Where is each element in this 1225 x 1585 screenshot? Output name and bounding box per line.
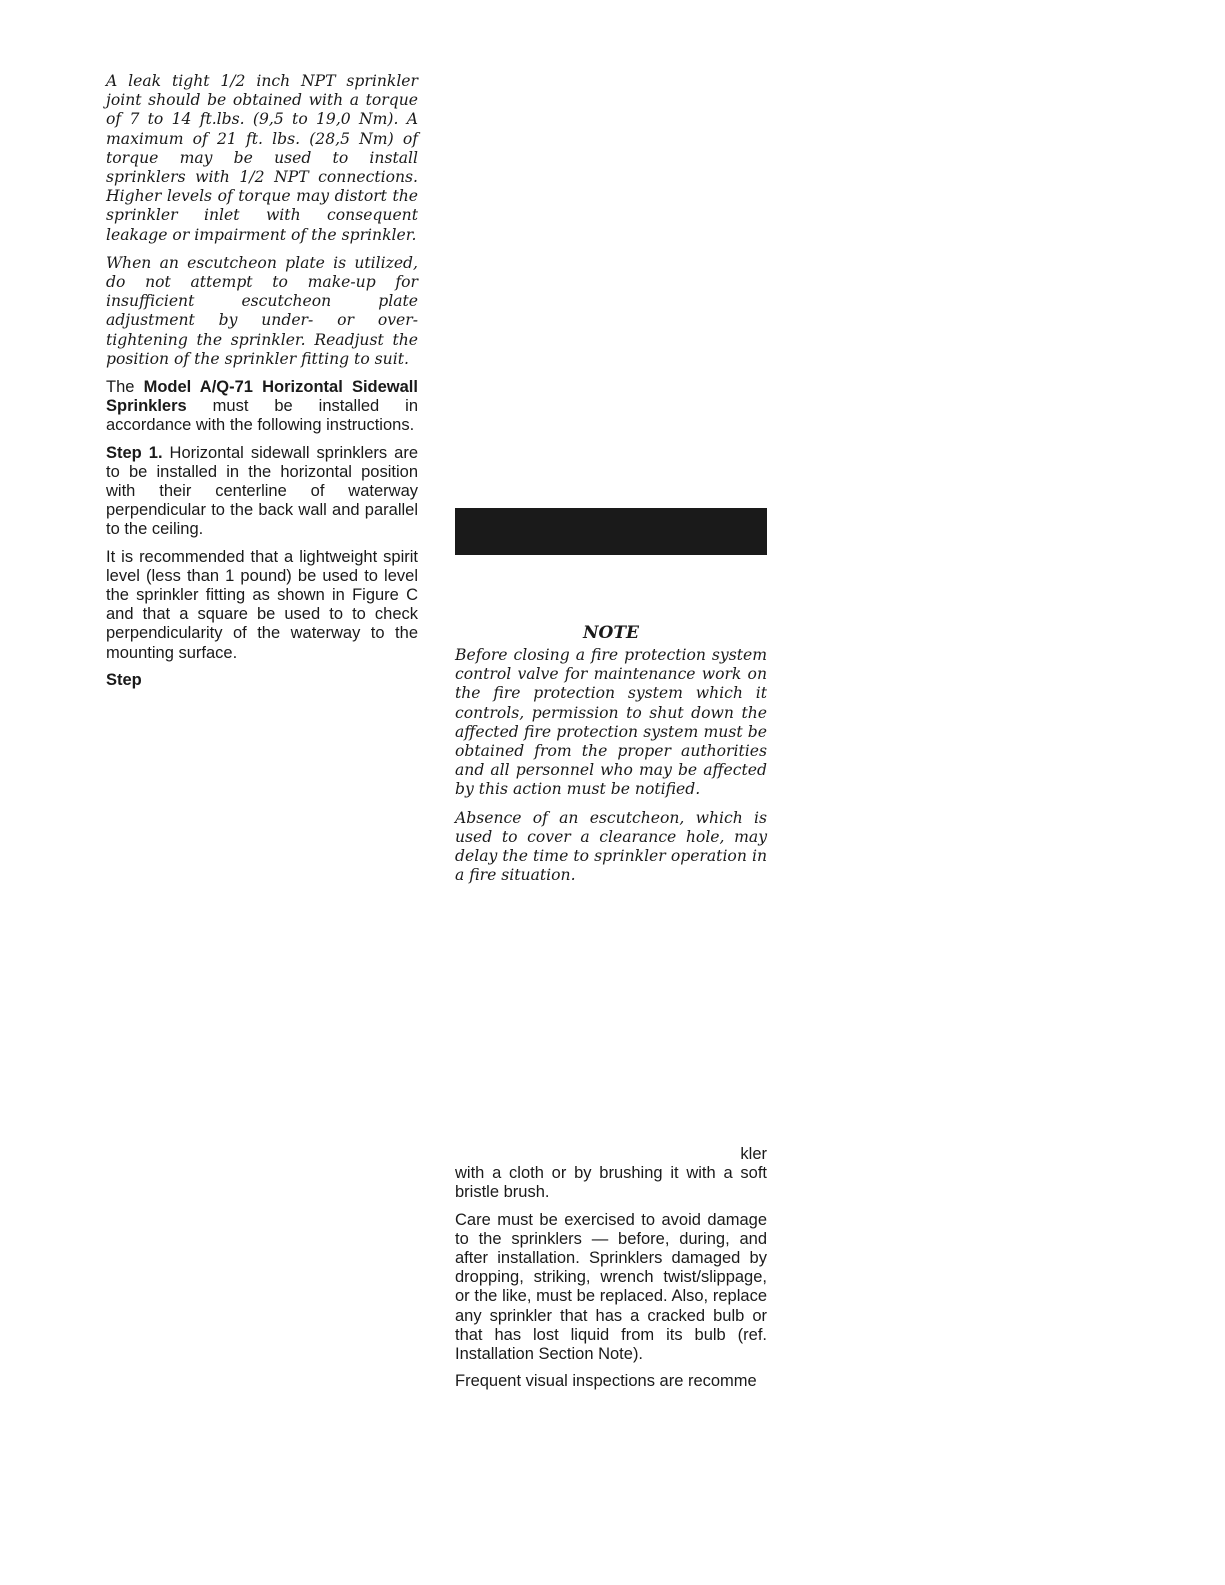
step-1-text: Horizontal sidewall sprinklers are to be installed in the horizontal position with their centerline of waterway perpendicular to the back wall and parallel to the ceiling.	[106, 443, 418, 539]
step-1-label: Step 1.	[106, 443, 163, 462]
step-fragment-label: Step	[106, 670, 142, 689]
torque-paragraph: A leak tight 1/2 inch NPT sprinkler joint should be obtained with a torque of 7 to 14 ft.lbs. (9,5 to 19,0 Nm). A maximum of 21 ft. lbs. (28,5 Nm) of torque may be used to install sprinklers with 1/2 NPT connections. Higher levels of torque may distort the sprinkler inlet with consequent leakage or impairment of the sprinkler.	[106, 72, 418, 244]
left-column	[106, 72, 418, 698]
right-column	[455, 0, 767, 1585]
kler-fragment: kler	[740, 1145, 767, 1163]
cloth-paragraph: with a cloth or by brushing it with a soft bristle brush.	[455, 1164, 767, 1202]
intro-prefix: The	[106, 378, 144, 397]
note-title: NOTE	[583, 623, 639, 643]
note-block	[455, 623, 767, 894]
model-name: Model A/Q-71 Horizontal Sidewall Sprinklers	[106, 378, 418, 416]
care-paragraph: Care must be exercised to avoid damage to the sprinklers — before, during, and after installation. Sprinklers damaged by dropping, striking, wrench twist/slippage, or the like, must be replaced. Also, replace any sprinkler that has a cracked bulb or that has lost liquid from its bulb (ref. Installation Section Note).	[455, 1210, 767, 1364]
step-1-paragraph	[106, 444, 418, 540]
install-intro-paragraph	[106, 378, 418, 436]
intro-rest: must be installed in accordance with the following instructions.	[106, 397, 418, 435]
care-block	[455, 1145, 767, 1399]
note-paragraph-escutcheon: Absence of an escutcheon, which is used to cover a clearance hole, may delay the time to sprinkler operation in a fire situation.	[455, 808, 767, 885]
step-fragment	[106, 671, 418, 690]
section-heading-bar	[455, 508, 767, 555]
note-paragraph-shutdown: Before closing a fire protection system control valve for maintenance work on the fire protection system which it controls, permission to shut down the affected fire protection system must be obtained from the proper authorities and all personnel who may be affected by this action must be notified.	[455, 646, 767, 799]
inspection-paragraph: Frequent visual inspections are recomme	[455, 1372, 757, 1391]
escutcheon-paragraph: When an escutcheon plate is utilized, do not attempt to make-up for insufficient escutcheon plate adjustment by under- or over-tightening the sprinkler. Readjust the position of the sprinkler fitting to suit.	[106, 253, 418, 368]
spirit-level-paragraph: It is recommended that a lightweight spirit level (less than 1 pound) be used to level the sprinkler fitting as shown in Figure C and that a square be used to to check perpendicularity of the waterway to the mounting surface.	[106, 547, 418, 662]
